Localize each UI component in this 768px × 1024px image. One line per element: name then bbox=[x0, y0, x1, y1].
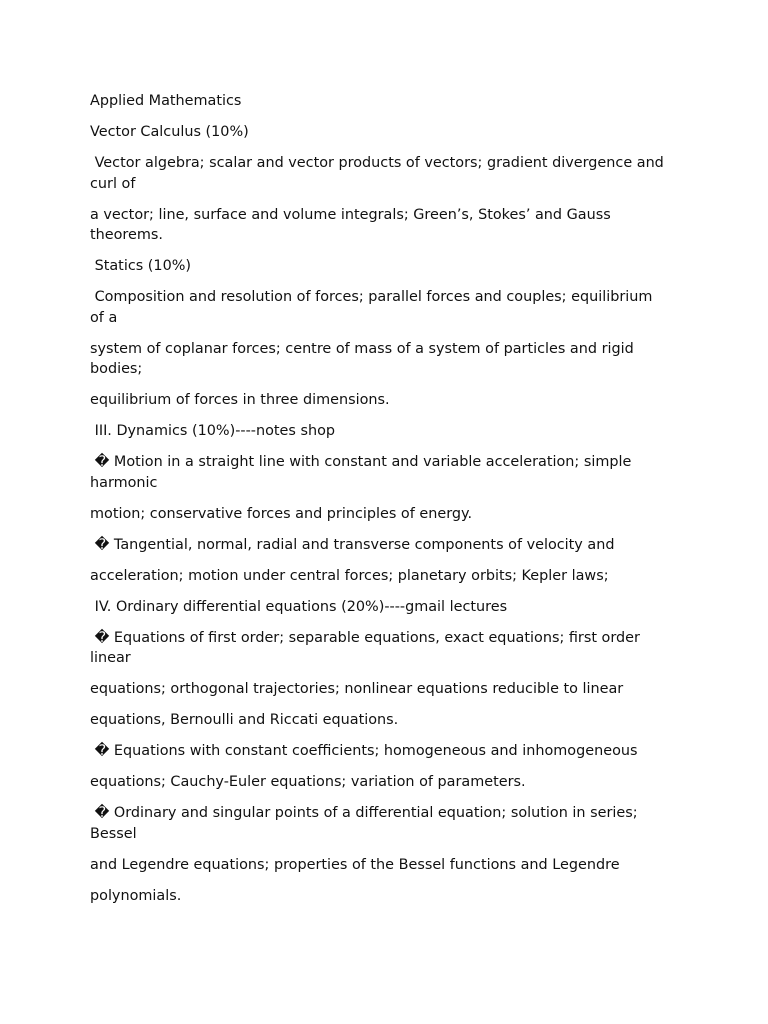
paragraph: and Legendre equations; properties of the Bessel functions and Legendre bbox=[90, 856, 620, 873]
bullet-paragraph: � Equations with constant coefficients; homogeneous and inhomogeneous bbox=[90, 743, 638, 759]
document-body bbox=[90, 91, 670, 917]
paragraph: a vector; line, surface and volume integrals; Green’s, Stokes’ and Gauss theorems. bbox=[90, 206, 616, 243]
paragraph: system of coplanar forces; centre of mass of a system of particles and rigid bodies; bbox=[90, 340, 639, 377]
bullet-paragraph: � Equations of first order; separable equations, exact equations; first order linear bbox=[90, 629, 645, 666]
paragraph: equations; Cauchy-Euler equations; variation of parameters. bbox=[90, 774, 526, 790]
section-heading-statics: Statics (10%) bbox=[90, 258, 192, 274]
paragraph: polynomials. bbox=[90, 887, 182, 904]
bullet-paragraph: � Motion in a straight line with constant and variable acceleration; simple harmonic bbox=[90, 454, 636, 491]
paragraph: equilibrium of forces in three dimensions. bbox=[90, 392, 390, 408]
paragraph: equations; orthogonal trajectories; nonlinear equations reducible to linear bbox=[90, 681, 624, 697]
paragraph: motion; conservative forces and principles of energy. bbox=[90, 505, 473, 522]
paragraph: Vector algebra; scalar and vector products of vectors; gradient divergence and curl of bbox=[90, 155, 669, 192]
section-heading-vector-calculus: Vector Calculus (10%) bbox=[90, 124, 249, 140]
document-title: Applied Mathematics bbox=[90, 93, 242, 109]
paragraph: equations, Bernoulli and Riccati equations. bbox=[90, 712, 399, 728]
bullet-paragraph: � Tangential, normal, radial and transverse components of velocity and bbox=[90, 536, 615, 553]
paragraph: acceleration; motion under central forces; planetary orbits; Kepler laws; bbox=[90, 567, 609, 584]
section-heading-ode: IV. Ordinary differential equations (20%)----gmail lectures bbox=[90, 598, 508, 615]
section-heading-dynamics: III. Dynamics (10%)----notes shop bbox=[90, 423, 336, 439]
paragraph: Composition and resolution of forces; parallel forces and couples; equilibrium of a bbox=[90, 289, 657, 326]
bullet-paragraph: � Ordinary and singular points of a differential equation; solution in series; Bessel bbox=[90, 805, 643, 842]
